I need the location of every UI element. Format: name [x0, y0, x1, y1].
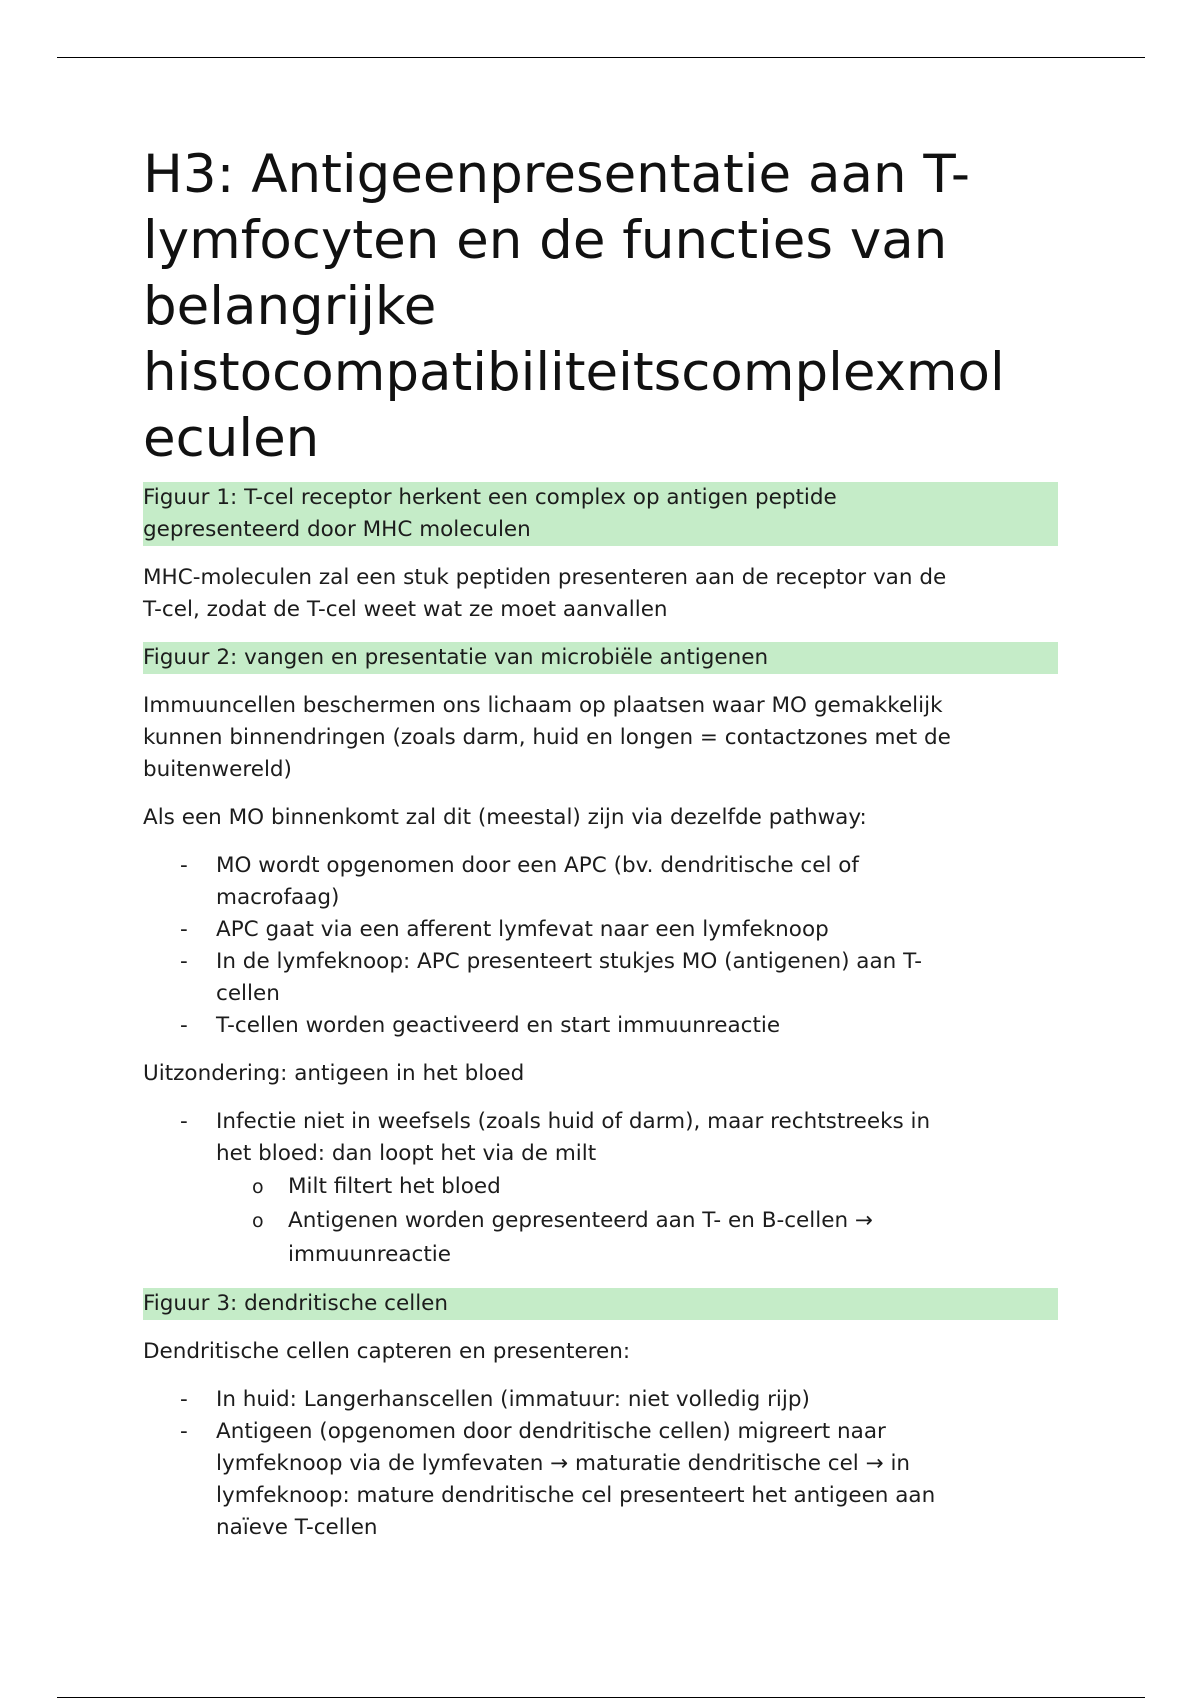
dash-bullet: -	[180, 917, 188, 942]
paragraph-dendritische	[143, 1336, 1058, 1368]
page-title	[143, 142, 1058, 472]
paragraph-line: Immuuncellen beschermen ons lichaam op plaatsen waar MO gemakkelijk	[143, 693, 943, 718]
dash-bullet: -	[180, 949, 188, 974]
dendritic-list	[143, 1384, 1058, 1544]
dash-bullet: -	[180, 1419, 188, 1444]
list-item-line: lymfeknoop: mature dendritische cel presenteert het antigeen aan	[216, 1483, 936, 1508]
paragraph-line: T-cel, zodat de T-cel weet wat ze moet aanvallen	[143, 597, 668, 622]
list-item-line: het bloed: dan loopt het via de milt	[216, 1141, 597, 1166]
sub-list	[216, 1170, 1058, 1272]
dash-bullet: -	[180, 1109, 188, 1134]
list-item-line: In de lymfeknoop: APC presenteert stukjes MO (antigenen) aan T-	[216, 949, 923, 974]
exception-list	[143, 1106, 1058, 1272]
list-item	[143, 1010, 1058, 1042]
circle-bullet: o	[252, 1210, 264, 1232]
title-line: H3: Antigeenpresentatie aan T-	[143, 144, 971, 205]
list-item	[143, 850, 1058, 914]
list-item-line: In huid: Langerhanscellen (immatuur: niet volledig rijp)	[216, 1387, 810, 1412]
paragraph-line: MHC-moleculen zal een stuk peptiden presenteren aan de receptor van de	[143, 565, 947, 590]
dash-bullet: -	[180, 1387, 188, 1412]
bottom-rule	[57, 1697, 1145, 1698]
list-item	[143, 946, 1058, 1010]
caption-line: gepresenteerd door MHC moleculen	[143, 517, 531, 542]
list-item-line: naïeve T-cellen	[216, 1515, 378, 1540]
paragraph-immuuncellen	[143, 690, 1058, 786]
paragraph-line: kunnen binnendringen (zoals darm, huid en longen = contactzones met de	[143, 725, 951, 750]
pathway-list	[143, 850, 1058, 1042]
title-line: lymfocyten en de functies van	[143, 210, 948, 271]
list-item-line: cellen	[216, 981, 280, 1006]
sub-list-item	[216, 1204, 1058, 1272]
dash-bullet: -	[180, 1013, 188, 1038]
list-item-line: APC gaat via een afferent lymfevat naar een lymfeknoop	[216, 917, 829, 942]
paragraph-uitzondering	[143, 1058, 1058, 1090]
paragraph-line: buitenwereld)	[143, 757, 292, 782]
top-rule	[57, 57, 1145, 58]
figure-1-caption	[143, 482, 1058, 546]
list-item-line: Antigeen (opgenomen door dendritische cellen) migreert naar	[216, 1419, 886, 1444]
caption-line: Figuur 2: vangen en presentatie van microbiële antigenen	[143, 645, 769, 670]
title-line: histocompatibiliteitscomplexmol	[143, 342, 1005, 403]
list-item	[143, 914, 1058, 946]
figure-2-caption	[143, 642, 1058, 674]
list-item-line: MO wordt opgenomen door een APC (bv. dendritische cel of	[216, 853, 859, 878]
list-item	[143, 1384, 1058, 1416]
sub-list-item-line: immuunreactie	[288, 1242, 451, 1267]
caption-line: Figuur 3: dendritische cellen	[143, 1291, 449, 1316]
list-item-line: macrofaag)	[216, 885, 340, 910]
circle-bullet: o	[252, 1176, 264, 1198]
list-item	[143, 1416, 1058, 1544]
sub-list-item-line: Antigenen worden gepresenteerd aan T- en B-cellen →	[288, 1208, 873, 1233]
list-item-line: lymfeknoop via de lymfevaten → maturatie dendritische cel → in	[216, 1451, 911, 1476]
paragraph-line: Dendritische cellen capteren en presenteren:	[143, 1339, 631, 1364]
document-body	[143, 142, 1058, 1560]
dash-bullet: -	[180, 853, 188, 878]
sub-list-item	[216, 1170, 1058, 1204]
paragraph-line: Uitzondering: antigeen in het bloed	[143, 1061, 525, 1086]
list-item-line: T-cellen worden geactiveerd en start immuunreactie	[216, 1013, 781, 1038]
sub-list-item-line: Milt filtert het bloed	[288, 1174, 501, 1199]
title-line: eculen	[143, 408, 320, 469]
paragraph-line: Als een MO binnenkomt zal dit (meestal) zijn via dezelfde pathway:	[143, 805, 867, 830]
list-item	[143, 1106, 1058, 1272]
caption-line: Figuur 1: T-cel receptor herkent een complex op antigen peptide	[143, 485, 837, 510]
paragraph-mhc	[143, 562, 1058, 626]
paragraph-pathway	[143, 802, 1058, 834]
figure-3-caption	[143, 1288, 1058, 1320]
list-item-line: Infectie niet in weefsels (zoals huid of darm), maar rechtstreeks in	[216, 1109, 931, 1134]
title-line: belangrijke	[143, 276, 437, 337]
